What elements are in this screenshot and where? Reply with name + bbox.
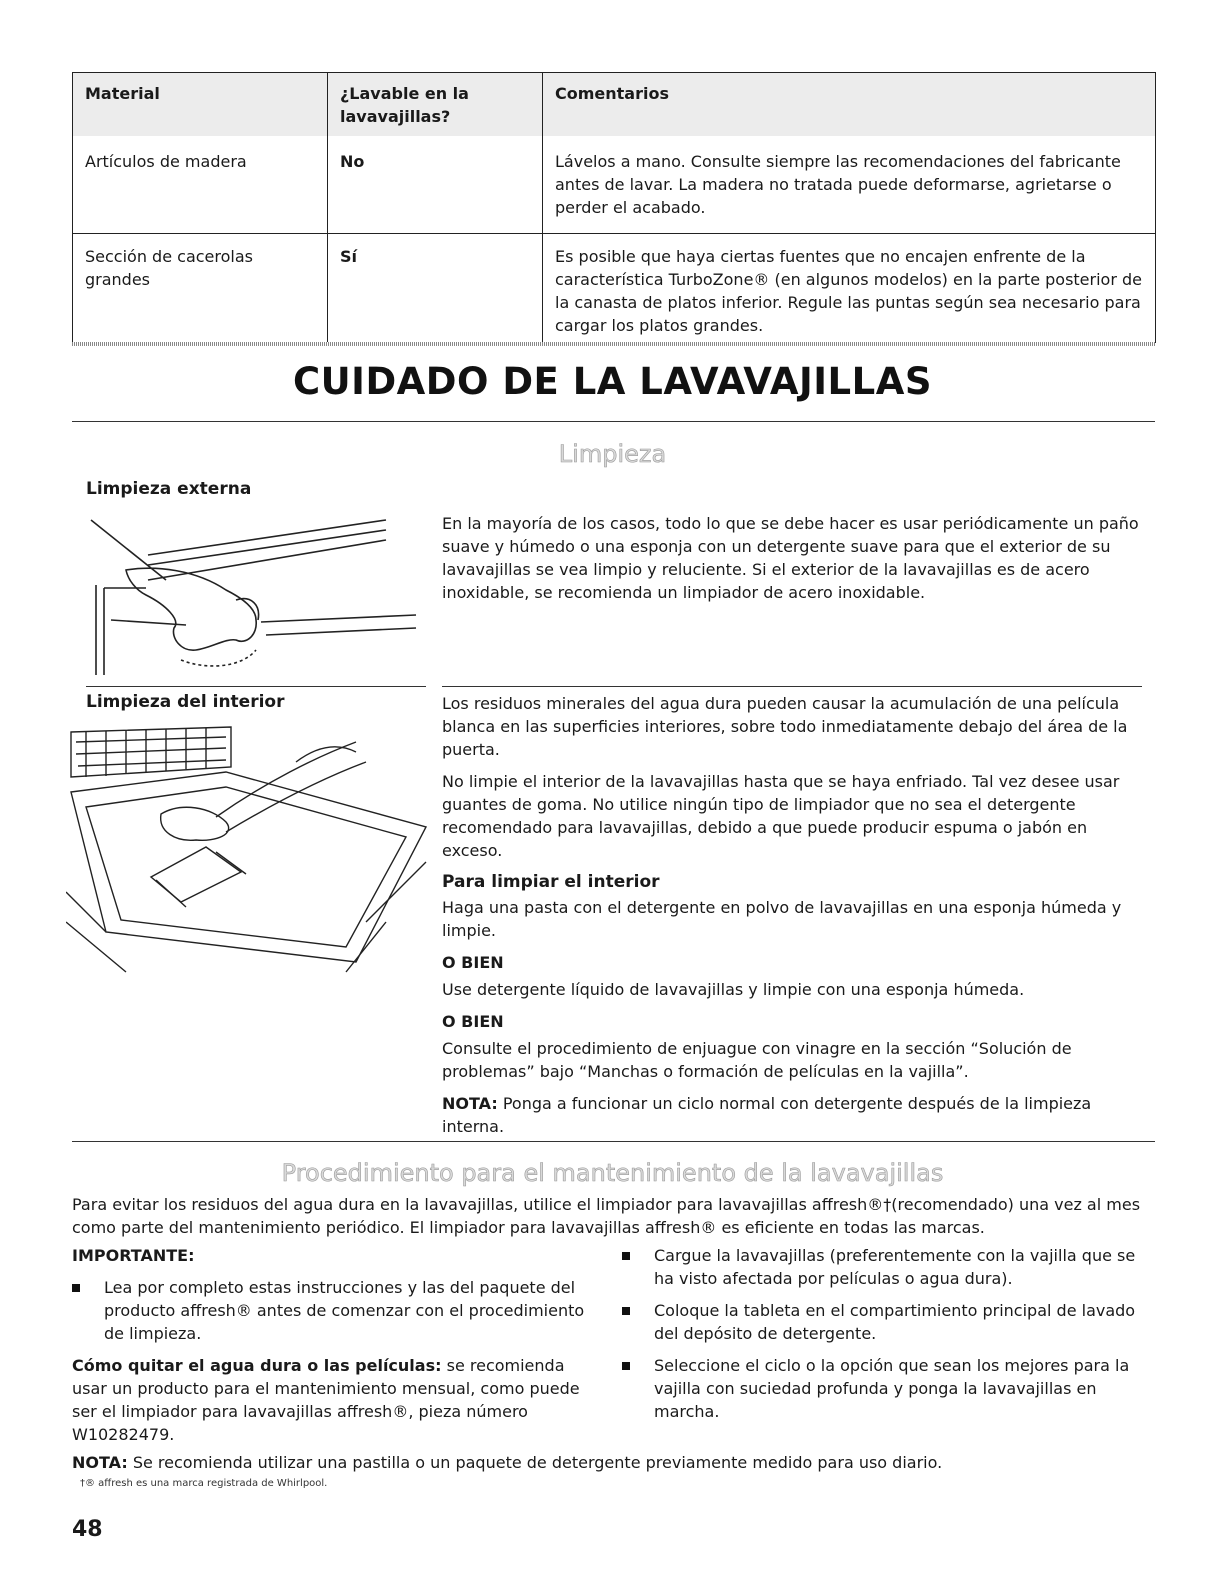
cell-material: Artículos de madera: [73, 136, 328, 234]
cell-washable: No: [328, 136, 543, 234]
heading-interior-cleaning: Limpieza del interior: [86, 692, 285, 712]
list-item-text: Cargue la lavavajillas (preferentemente con la vajilla que se ha visto afectada por películas o agua dura).: [654, 1246, 1136, 1288]
section-title-cleaning: Limpieza: [558, 440, 667, 468]
list-item-text: Lea por completo estas instrucciones y las del paquete del producto affresh® antes de comenzar con el procedimiento de limpieza.: [104, 1278, 585, 1343]
note-text: Se recomienda utilizar una pastilla o un paquete de detergente previamente medido para uso diario.: [127, 1453, 943, 1472]
subheading-clean-interior: Para limpiar el interior: [442, 872, 660, 892]
or-label: O BIEN: [442, 953, 504, 972]
heading-external-cleaning: Limpieza externa: [86, 479, 252, 499]
bullet-icon: [622, 1362, 630, 1370]
interior-paragraph: Los residuos minerales del agua dura pueden causar la acumulación de una película blanca en las superficies interiores, sobre todo inmediatamente debajo del área de la puerta.: [442, 694, 1128, 759]
interior-paragraph: Haga una pasta con el detergente en polvo de lavavajillas en una esponja húmeda y limpie.: [442, 898, 1122, 940]
maintenance-left-column: [72, 1244, 592, 1455]
list-item: [622, 1244, 1142, 1290]
column-header-material: Material: [73, 73, 328, 137]
list-item: [72, 1276, 592, 1345]
maintenance-note: [72, 1451, 1155, 1474]
divider: [72, 421, 1155, 422]
table-header-row: [73, 73, 1156, 137]
note-label: NOTA:: [442, 1094, 498, 1113]
list-item-text: Seleccione el ciclo o la opción que sean los mejores para la vajilla con suciedad profunda y ponga la lavavajillas en marcha.: [654, 1356, 1130, 1421]
divider: [72, 1141, 1155, 1142]
footnote: †® affresh es una marca registrada de Whirlpool.: [80, 1478, 328, 1489]
howto-paragraph: [72, 1354, 592, 1446]
page-number: 48: [72, 1517, 103, 1542]
interior-paragraph: Use detergente líquido de lavavajillas y limpie con una esponja húmeda.: [442, 980, 1025, 999]
external-cleaning-text: En la mayoría de los casos, todo lo que se debe hacer es usar periódicamente un paño suave y húmedo o una esponja con un detergente suave para que el exterior de su lavavajillas se vea limpio y reluciente. Si el exterior de la lavavajillas es de acero inoxidable, se recomienda un limpiador de acero inoxidable.: [442, 514, 1139, 602]
important-label: IMPORTANTE:: [72, 1246, 195, 1265]
column-header-washable: ¿Lavable en la lavavajillas?: [328, 73, 543, 137]
note-text: Ponga a funcionar un ciclo normal con detergente después de la limpieza interna.: [442, 1094, 1092, 1136]
interior-cleaning-body: [442, 692, 1142, 1147]
external-cleaning-illustration-icon: [86, 510, 426, 680]
howto-text: se recomienda usar un producto para el mantenimiento mensual, como puede ser el limpiador para lavavajillas affresh®, pieza número W10282479.: [72, 1356, 580, 1444]
bullet-icon: [72, 1284, 80, 1292]
interior-paragraph: No limpie el interior de la lavavajillas hasta que se haya enfriado. Tal vez desee usar guantes de goma. No utilice ningún tipo de limpiador que no sea el detergente recomendado para lavavajillas, debido a que puede producir espuma o jabón en exceso.: [442, 772, 1120, 860]
materials-table: [72, 72, 1156, 343]
cell-material: Sección de cacerolas grandes: [73, 234, 328, 344]
dotted-divider: [72, 342, 1155, 346]
howto-label: Cómo quitar el agua dura o las películas:: [72, 1356, 442, 1375]
list-item: [622, 1354, 1142, 1423]
interior-note: [442, 1092, 1142, 1138]
maintenance-intro: Para evitar los residuos del agua dura en la lavavajillas, utilice el limpiador para lavavajillas affresh®†(recomendado) una vez al mes como parte del mantenimiento periódico. El limpiador para lavavajillas affresh® es eficiente en todas las marcas.: [72, 1195, 1141, 1237]
page-title: CUIDADO DE LA LAVAVAJILLAS: [292, 360, 932, 403]
cell-washable: Sí: [328, 234, 543, 344]
section-title-maintenance: Procedimiento para el mantenimiento de la lavavajillas: [281, 1159, 944, 1187]
column-header-comments: Comentarios: [543, 73, 1156, 137]
table-row: [73, 136, 1156, 234]
note-label: NOTA:: [72, 1453, 128, 1472]
cell-comment: Lávelos a mano. Consulte siempre las recomendaciones del fabricante antes de lavar. La madera no tratada puede deformarse, agrietarse o perder el acabado.: [543, 136, 1156, 234]
divider: [86, 686, 426, 687]
list-item: [622, 1299, 1142, 1345]
cell-comment: Es posible que haya ciertas fuentes que no encajen enfrente de la característica TurboZone® (en algunos modelos) en la parte posterior de la canasta de platos inferior. Regule las puntas según sea necesario para cargar los platos grandes.: [543, 234, 1156, 344]
interior-cleaning-illustration-icon: [66, 722, 436, 982]
or-label: O BIEN: [442, 1012, 504, 1031]
table-row: [73, 234, 1156, 344]
bullet-icon: [622, 1307, 630, 1315]
interior-paragraph: Consulte el procedimiento de enjuague con vinagre en la sección “Solución de problemas” bajo “Manchas o formación de películas en la vajilla”.: [442, 1039, 1072, 1081]
list-item-text: Coloque la tableta en el compartimiento principal de lavado del depósito de detergente.: [654, 1301, 1136, 1343]
divider: [442, 686, 1142, 687]
maintenance-right-column: [622, 1244, 1142, 1432]
bullet-icon: [622, 1252, 630, 1260]
